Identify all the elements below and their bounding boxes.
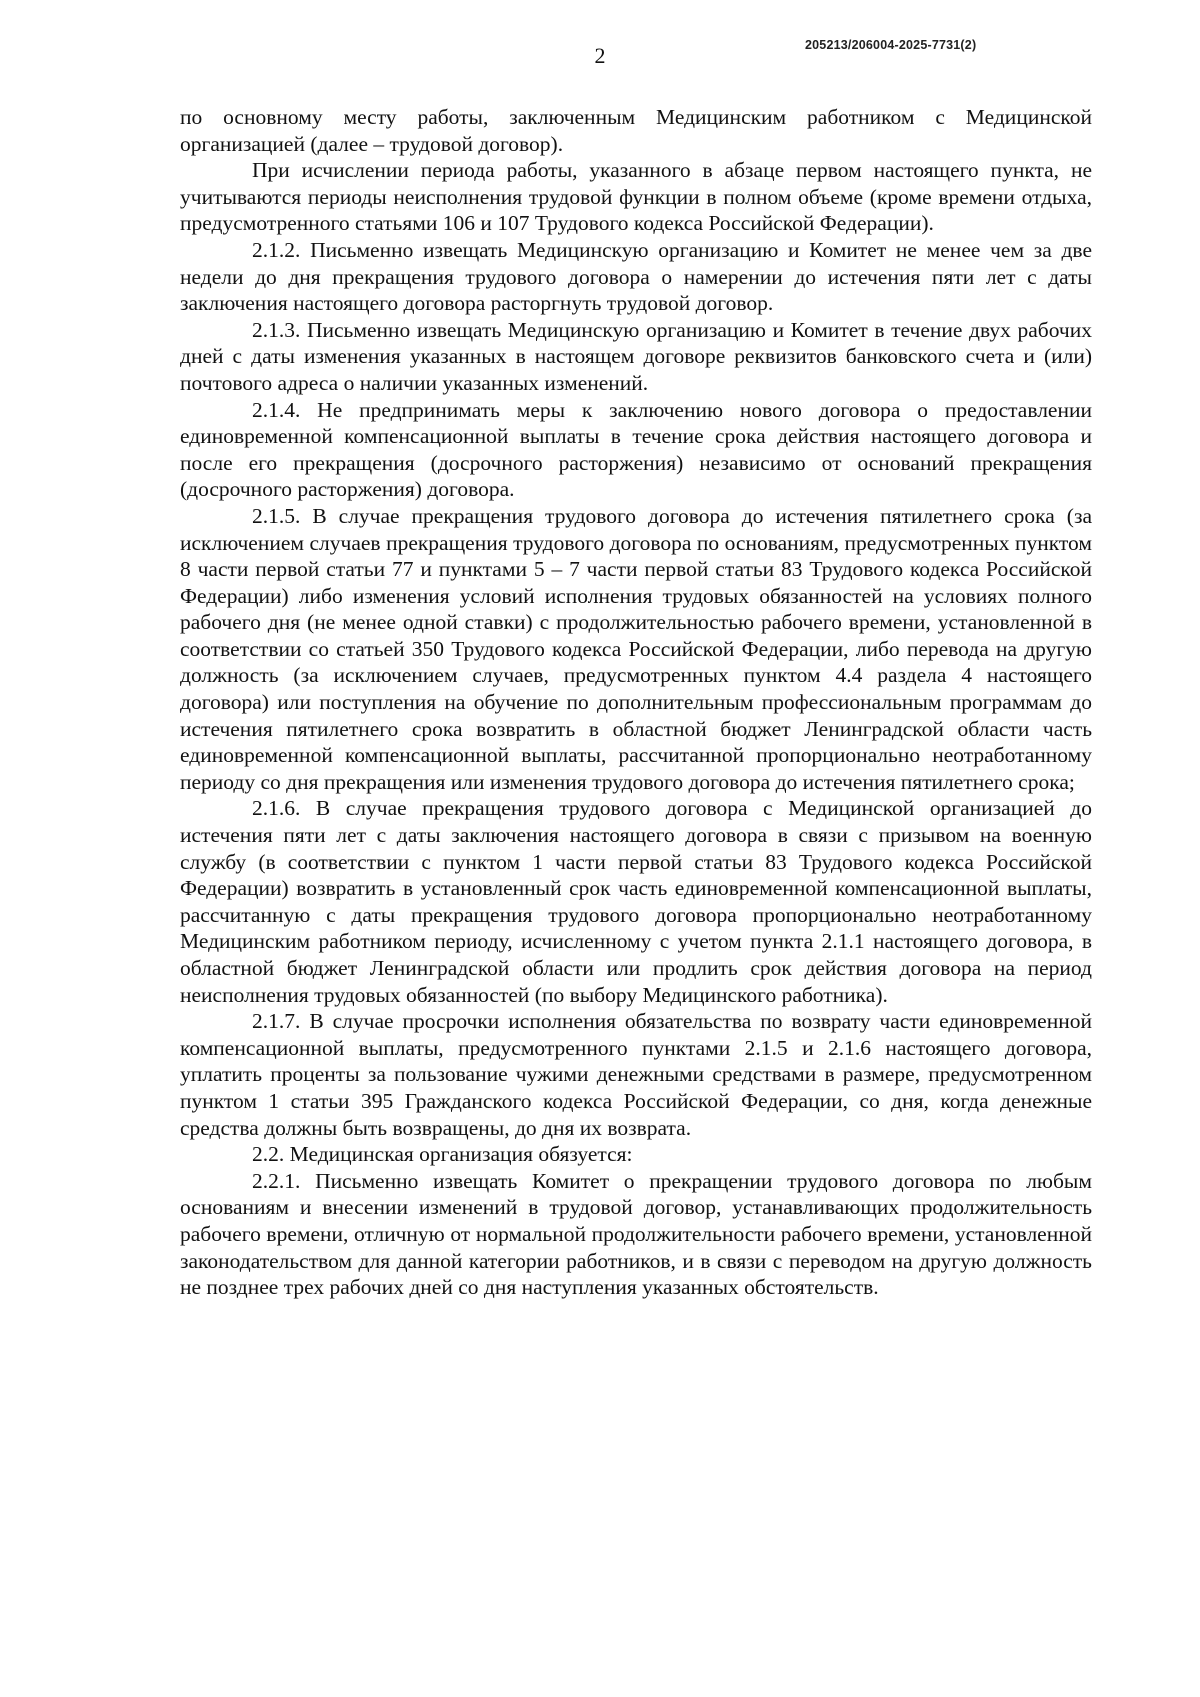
- paragraph-2-1-3: 2.1.3. Письменно извещать Медицинскую организацию и Комитет в течение двух рабочих дней с даты изменения указанных в настоящем договоре реквизитов банковского счета и (или) почтового адреса о наличии указанных изменений.: [180, 317, 1092, 395]
- page-number: 2: [594, 43, 606, 68]
- paragraph-2-1-7: 2.1.7. В случае просрочки исполнения обязательства по возврату части единовременной компенсационной выплаты, предусмотренного пунктами 2.1.5 и 2.1.6 настоящего договора, уплатить проценты за пользование чужими денежными средствами в размере, предусмотренном пунктом 1 статьи 395 Гражданского кодекса Российской Федерации, со дня, когда денежные средства должны быть возвращены, до дня их возврата.: [180, 1009, 1092, 1140]
- document-id: 205213/206004-2025-7731(2): [805, 38, 977, 52]
- paragraph-2-1-5: 2.1.5. В случае прекращения трудового договора до истечения пятилетнего срока (за исключением случаев прекращения трудового договора по основаниям, предусмотренных пунктом 8 части первой статьи 77 и пунктами 5 – 7 части первой статьи 83 Трудового кодекса Российской Федерации) либо изменения условий исполнения трудовых обязанностей на условиях полного рабочего дня (не менее одной ставки) с продолжительностью рабочего времени, установленной в соответствии со статьей 350 Трудового кодекса Российской Федерации, либо перевода на другую должность (за исключением случаев, предусмотренных пунктом 4.4 раздела 4 настоящего договора) или поступления на обучение по дополнительным профессиональным программам до истечения пятилетнего срока возвратить в областной бюджет Ленинградской области часть единовременной компенсационной выплаты, рассчитанной пропорционально неотработанному периоду со дня прекращения или изменения трудового договора до истечения пятилетнего срока;: [180, 503, 1092, 794]
- document-body: [180, 104, 1092, 1301]
- paragraph-2-1-4: 2.1.4. Не предпринимать меры к заключению нового договора о предоставлении единовременной компенсационной выплаты в течение срока действия настоящего договора и после его прекращения (досрочного расторжения) независимо от оснований прекращения (досрочного расторжения) договора.: [180, 397, 1092, 502]
- paragraph-continuation: по основному месту работы, заключенным Медицинским работником с Медицинской организацией (далее – трудовой договор).: [180, 105, 1092, 156]
- paragraph-2-2: 2.2. Медицинская организация обязуется:: [252, 1142, 633, 1167]
- paragraph-work-period: При исчислении периода работы, указанного в абзаце первом настоящего пункта, не учитываются периоды неисполнения трудовой функции в полном объеме (кроме времени отдыха, предусмотренного статьями 106 и 107 Трудового кодекса Российской Федерации).: [180, 158, 1092, 236]
- paragraph-2-2-1: 2.2.1. Письменно извещать Комитет о прекращении трудового договора по любым основаниям и внесении изменений в трудовой договор, устанавливающих продолжительность рабочего времени, отличную от нормальной продолжительности рабочего времени, установленной законодательством для данной категории работников, и в связи с переводом на другую должность не позднее трех рабочих дней со дня наступления указанных обстоятельств.: [180, 1168, 1092, 1300]
- paragraph-2-1-6: 2.1.6. В случае прекращения трудового договора с Медицинской организацией до истечения пяти лет с даты заключения настоящего договора в связи с призывом на военную службу (в соответствии с пунктом 1 части первой статьи 83 Трудового кодекса Российской Федерации) возвратить в установленный срок часть единовременной компенсационной выплаты, рассчитанную с даты прекращения трудового договора пропорционально неотработанному Медицинским работником периоду, исчисленному с учетом пункта 2.1.1 настоящего договора, в областной бюджет Ленинградской области или продлить срок действия договора на период неисполнения трудовых обязанностей (по выбору Медицинского работника).: [180, 796, 1092, 1007]
- paragraph-2-1-2: 2.1.2. Письменно извещать Медицинскую организацию и Комитет не менее чем за две недели до дня прекращения трудового договора о намерении до истечения пяти лет с даты заключения настоящего договора расторгнуть трудовой договор.: [180, 237, 1092, 316]
